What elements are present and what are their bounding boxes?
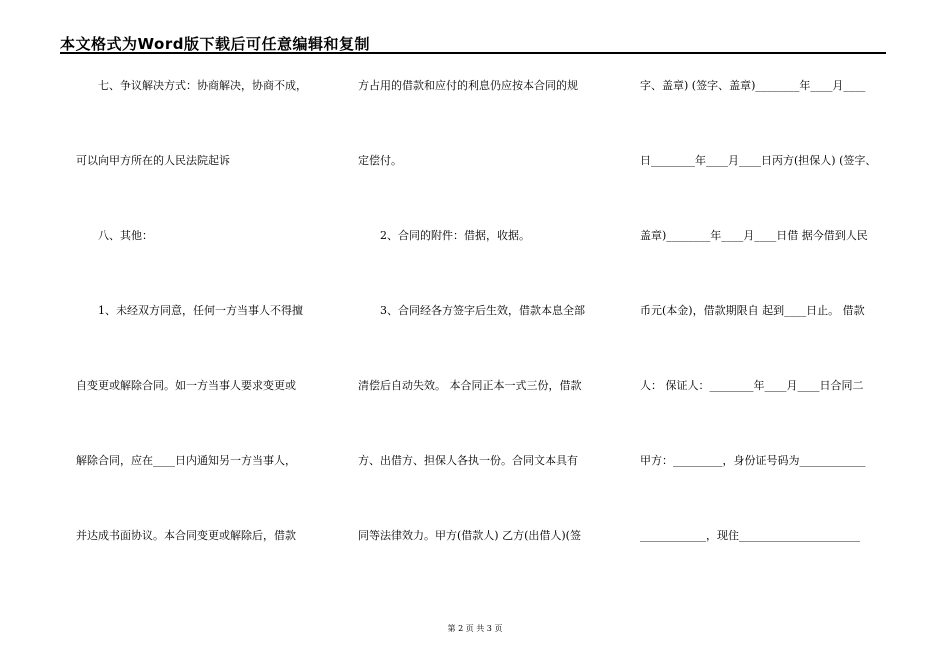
- text-line: 并达成书面协议。本合同变更或解除后，借款: [76, 529, 296, 542]
- text-line: 甲方：_________，身份证号码为____________: [640, 454, 866, 467]
- text-line: 七、争议解决方式：协商解决，协商不成，: [76, 79, 307, 92]
- text-line: 解除合同，应在____日内通知另一方当事人，: [76, 454, 296, 467]
- text-line: 清偿后自动失效。 本合同正本一式三份，借款: [358, 379, 582, 392]
- text-line: 八、其他：: [76, 229, 153, 242]
- text-line: 方、出借方、担保人各执一份。合同文本具有: [358, 454, 578, 467]
- text-line: 可以向甲方所在的人民法院起诉: [76, 154, 230, 167]
- document-header-title: 本文格式为Word版下载后可任意编辑和复制: [60, 35, 370, 53]
- text-line: 币元(本金)，借款期限自 起到____日止。 借款: [640, 304, 865, 317]
- text-line: 人： 保证人：________年____月____日合同二: [640, 379, 864, 392]
- text-line: 日________年____月____日丙方(担保人) (签字、: [640, 154, 877, 167]
- header-divider: [60, 52, 886, 54]
- text-line: 自变更或解除合同。如一方当事人要求变更或: [76, 379, 296, 392]
- page-number-footer: 第 2 页 共 3 页: [447, 624, 503, 633]
- text-line: 字、盖章) (签字、盖章)________年____月____: [640, 79, 866, 92]
- text-line: 2、合同的附件：借据，收据。: [358, 229, 530, 242]
- text-line: 方占用的借款和应付的利息仍应按本合同的规: [358, 79, 578, 92]
- text-line: ____________，现住______________________: [640, 529, 860, 542]
- text-line: 定偿付。: [358, 154, 402, 167]
- text-line: 同等法律效力。甲方(借款人) 乙方(出借人)(签: [358, 529, 581, 542]
- text-line: 1、未经双方同意，任何一方当事人不得擅: [76, 304, 303, 317]
- text-line: 盖章)________年____月____日借 据今借到人民: [640, 229, 868, 242]
- text-line: 3、合同经各方签字后生效，借款本息全部: [358, 304, 585, 317]
